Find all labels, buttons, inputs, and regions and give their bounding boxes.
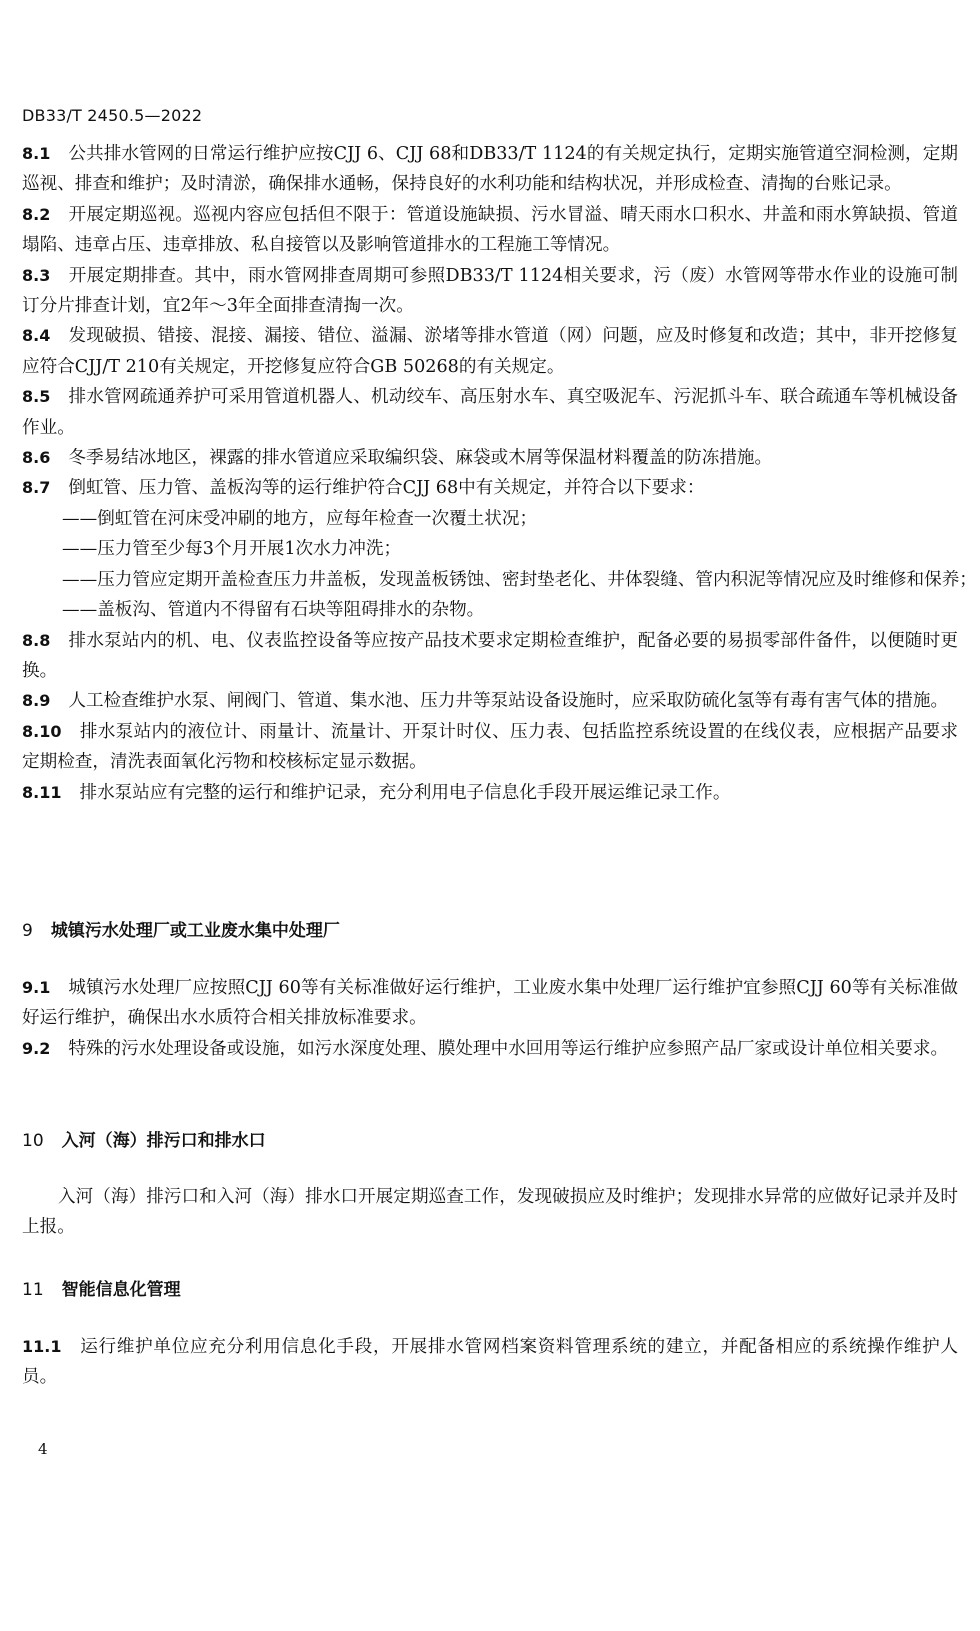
- section-11-heading: 11 智能信息化管理: [22, 1280, 181, 1300]
- section-10-heading: 10 入河（海）排污口和排水口: [22, 1131, 266, 1151]
- clause-8-7-item: ——倒虹管在河床受冲刷的地方，应每年检查一次覆土状况；: [62, 508, 538, 529]
- section-9-clauses: [22, 973, 958, 1064]
- clause-9-1: 9.1 城镇污水处理厂应按照CJJ 60等有关标准做好运行维护，工业废水集中处理厂运行维护宜参照CJJ 60等有关标准做好运行维护，确保出水水质符合相关排放标准要求。: [22, 978, 958, 1029]
- clause-8-2: 8.2 开展定期巡视。巡视内容应包括但不限于：管道设施缺损、污水冒溢、晴天雨水口积水、井盖和雨水箅缺损、管道塌陷、违章占压、违章排放、私自接管以及影响管道排水的工程施工等情况。: [22, 204, 958, 256]
- section-9-heading: 9 城镇污水处理厂或工业废水集中处理厂: [22, 921, 340, 941]
- clause-8-7-item: ——压力管应定期开盖检查压力井盖板，发现盖板锈蚀、密封垫老化、井体裂缝、管内积泥等情况应及时维修和保养；: [62, 569, 977, 590]
- clause-8-7-item: ——盖板沟、管道内不得留有石块等阻碍排水的杂物。: [62, 600, 485, 621]
- clause-8-6: 8.6 冬季易结冰地区，裸露的排水管道应采取编织袋、麻袋或木屑等保温材料覆盖的防冻措施。: [22, 448, 773, 469]
- document-id-header: DB33/T 2450.5—2022: [22, 106, 203, 125]
- clause-8-9: 8.9 人工检查维护水泵、闸阀门、管道、集水池、压力井等泵站设备设施时，应采取防硫化氢等有毒有害气体的措施。: [22, 691, 949, 712]
- document-page: [22, 0, 977, 1631]
- section-11-clauses: [22, 1332, 958, 1393]
- clause-8-4: 8.4 发现破损、错接、混接、漏接、错位、溢漏、淤堵等排水管道（网）问题，应及时修复和改造；其中，非开挖修复应符合CJJ/T 210有关规定，开挖修复应符合GB 50268的有关规定。: [22, 326, 958, 377]
- section-10-paragraph: 入河（海）排污口和入河（海）排水口开展定期巡查工作，发现破损应及时维护；发现排水异常的应做好记录并及时上报。: [22, 1187, 958, 1238]
- clause-8-7: 8.7 倒虹管、压力管、盖板沟等的运行维护符合CJJ 68中有关规定，并符合以下要求：: [22, 478, 705, 499]
- clause-9-2: 9.2 特殊的污水处理设备或设施，如污水深度处理、膜处理中水回用等运行维护应参照产品厂家或设计单位相关要求。: [22, 1038, 949, 1059]
- section-8-clauses: [22, 139, 977, 808]
- clause-11-1: 11.1 运行维护单位应充分利用信息化手段，开展排水管网档案资料管理系统的建立，并配备相应的系统操作维护人员。: [22, 1337, 958, 1388]
- clause-8-10: 8.10 排水泵站内的液位计、雨量计、流量计、开泵计时仪、压力表、包括监控系统设置的在线仪表，应根据产品要求定期检查，清洗表面氧化污物和校核标定显示数据。: [22, 721, 958, 773]
- page-number: 4: [38, 1440, 48, 1458]
- clause-8-1: 8.1 公共排水管网的日常运行维护应按CJJ 6、CJJ 68和DB33/T 1124的有关规定执行，定期实施管道空洞检测，定期巡视、排查和维护；及时清淤，确保排水通畅，保持良好的水利功能和结构状况，并形成检查、清掏的台账记录。: [22, 144, 958, 195]
- clause-8-5: 8.5 排水管网疏通养护可采用管道机器人、机动绞车、高压射水车、真空吸泥车、污泥抓斗车、联合疏通车等机械设备作业。: [22, 387, 958, 438]
- clause-8-8: 8.8 排水泵站内的机、电、仪表监控设备等应按产品技术要求定期检查维护，配备必要的易损零部件备件，以便随时更换。: [22, 630, 958, 681]
- clause-8-11: 8.11 排水泵站应有完整的运行和维护记录，充分利用电子信息化手段开展运维记录工作。: [22, 782, 731, 803]
- clause-8-3: 8.3 开展定期排查。其中，雨水管网排查周期可参照DB33/T 1124相关要求，污（废）水管网等带水作业的设施可制订分片排查计划，宜2年～3年全面排查清掏一次。: [22, 265, 958, 317]
- section-10-body: [22, 1182, 958, 1243]
- clause-8-7-item: ——压力管至少每3个月开展1次水力冲洗；: [62, 539, 402, 560]
